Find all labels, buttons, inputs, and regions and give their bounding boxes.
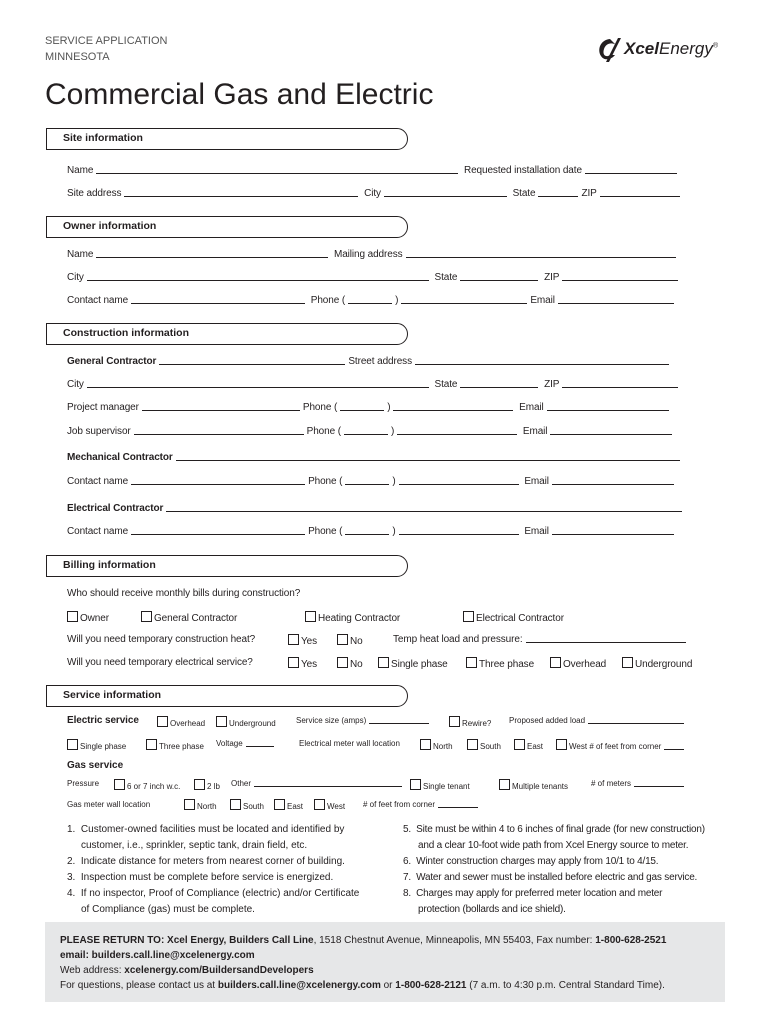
es-south-checkbox[interactable]: [467, 739, 478, 750]
gas-service-title: Gas service: [67, 760, 124, 771]
es-size-label: Service size (amps): [296, 716, 367, 725]
owner-option-label: Owner: [80, 613, 109, 624]
js-paren-open: (: [337, 426, 341, 437]
pm-paren-open: (: [333, 402, 338, 413]
gas-east: [274, 799, 303, 811]
section-owner-label: Owner information: [63, 220, 157, 232]
mc-email-label: Email: [524, 476, 549, 487]
es-rewire-label: Rewire?: [462, 719, 492, 728]
es-north-label: North: [433, 742, 453, 751]
es-size: [296, 716, 432, 725]
heat-yes-checkbox[interactable]: [288, 634, 299, 645]
electric-service-title: Electric service: [67, 715, 139, 726]
ec-label: Electrical Contractor: [67, 503, 164, 514]
footer-q-phone[interactable]: 1-800-628-2121: [395, 980, 467, 991]
owner-city-label: City: [67, 272, 84, 283]
footer-address: , 1518 Chestnut Avenue, Minneapolis, MN 55403, Fax number:: [313, 935, 596, 946]
mc-contact-label: Contact name: [67, 476, 129, 487]
es-underground: [216, 716, 276, 728]
gas-p1: [114, 779, 180, 791]
owner-contact-label: Contact name: [67, 295, 129, 306]
gas-single-label: Single tenant: [423, 782, 470, 791]
elec-overhead-checkbox[interactable]: [550, 657, 561, 668]
owner-zip-field[interactable]: [562, 280, 678, 281]
es-overhead: [157, 716, 205, 728]
es-west-checkbox[interactable]: [556, 739, 567, 750]
section-service-label: Service information: [63, 689, 162, 701]
gc-state-label: State: [434, 379, 458, 390]
heat-no: [337, 634, 363, 647]
site-state-label: State: [512, 188, 536, 199]
ec-email-label: Email: [524, 526, 549, 537]
ec-option-label: Electrical Contractor: [476, 613, 564, 624]
gas-south-label: South: [243, 802, 264, 811]
ec-checkbox[interactable]: [463, 611, 474, 622]
elec-underground: [622, 657, 692, 670]
note-6: 6. Winter construction charges may apply from 10/1 to 4/15.: [403, 856, 659, 867]
es-overhead-checkbox[interactable]: [157, 716, 168, 727]
note-2: 2. Indicate distance for meters from nearest corner of building.: [67, 856, 345, 867]
mc-contact-row: [67, 476, 677, 487]
notes-right: [403, 822, 705, 918]
heat-no-checkbox[interactable]: [337, 634, 348, 645]
gas-other-label: Other: [231, 779, 252, 788]
elec-no-label: No: [350, 659, 363, 670]
billing-question: Who should receive monthly bills during construction?: [67, 588, 301, 599]
es-north-checkbox[interactable]: [420, 739, 431, 750]
elec-yes-label: Yes: [301, 659, 318, 670]
footer-web-label: Web address:: [60, 965, 125, 976]
xcel-swirl-icon: [596, 36, 622, 64]
js-phone-label: Phone: [306, 426, 336, 437]
gc-field[interactable]: [159, 364, 345, 365]
ec-option: [463, 611, 564, 624]
site-row-1: [67, 165, 680, 176]
ec-contact-label: Contact name: [67, 526, 129, 537]
brand-light: Energy: [658, 39, 713, 58]
gas-multi-checkbox[interactable]: [499, 779, 510, 790]
gas-single-checkbox[interactable]: [410, 779, 421, 790]
pm-paren-close: ): [387, 402, 391, 413]
es-south: [467, 739, 501, 751]
es-feet-label: # of feet from corner: [589, 742, 662, 751]
gas-p1-label: 6 or 7 inch w.c.: [127, 782, 181, 791]
gas-north: [184, 799, 217, 811]
es-three: [146, 739, 204, 751]
gas-feet-field[interactable]: [438, 807, 478, 808]
ec-contact-field[interactable]: [131, 534, 305, 535]
owner-email-field[interactable]: [558, 303, 674, 304]
gas-pressure-label: Pressure: [67, 779, 100, 788]
mc-phone-label: Phone: [308, 476, 337, 487]
page-title: Commercial Gas and Electric: [45, 78, 434, 111]
es-feet-field[interactable]: [664, 749, 684, 750]
pm-phone-field[interactable]: [393, 410, 513, 411]
es-rewire-checkbox[interactable]: [449, 716, 460, 727]
gc-city-label: City: [67, 379, 84, 390]
es-three-label: Three phase: [159, 742, 204, 751]
owner-checkbox[interactable]: [67, 611, 78, 622]
section-billing: [46, 555, 408, 577]
es-west: [556, 739, 687, 751]
header-line2: MINNESOTA: [45, 51, 110, 63]
owner-phone-field[interactable]: [401, 303, 527, 304]
mc-row: [67, 452, 683, 463]
footer-return: [60, 935, 666, 946]
gas-west: [314, 799, 345, 811]
site-city-field[interactable]: [384, 196, 507, 197]
electric-service-label: [67, 715, 139, 726]
owner-paren-close: ): [395, 295, 399, 306]
pm-phone-label: Phone: [302, 402, 332, 413]
js-phone-field[interactable]: [397, 434, 517, 435]
note-5: 5. Site must be within 4 to 6 inches of final grade (for new construction): [403, 824, 705, 835]
gc-checkbox[interactable]: [141, 611, 152, 622]
elec-underground-checkbox[interactable]: [622, 657, 633, 668]
footer-web: [60, 965, 314, 976]
gc-zip-label: ZIP: [544, 379, 560, 390]
site-zip-label: ZIP: [581, 188, 597, 199]
site-row-2: [67, 188, 683, 199]
section-service: [46, 685, 408, 707]
ec-email-field[interactable]: [552, 534, 674, 535]
footer-questions: [60, 980, 665, 991]
owner-state-label: State: [434, 272, 458, 283]
mc-paren-close: ): [392, 476, 396, 487]
elec-yes: [288, 657, 317, 670]
mc-label: Mechanical Contractor: [67, 452, 173, 463]
owner-name-field[interactable]: [96, 257, 328, 258]
ec-phone-label: Phone: [308, 526, 337, 537]
elec-single: [378, 657, 448, 670]
mc-contact-field[interactable]: [131, 484, 305, 485]
hc-option: [305, 611, 400, 624]
gc-row: [67, 356, 672, 367]
pm-email-label: Email: [519, 402, 544, 413]
gas-multi-label: Multiple tenants: [512, 782, 569, 791]
es-rewire: [449, 716, 491, 728]
es-three-checkbox[interactable]: [146, 739, 157, 750]
gas-south: [230, 799, 264, 811]
es-proposed-label: Proposed added load: [509, 716, 586, 725]
owner-contact-field[interactable]: [131, 303, 305, 304]
heat-no-label: No: [350, 636, 363, 647]
pm-field[interactable]: [142, 410, 300, 411]
js-email-field[interactable]: [550, 434, 672, 435]
heat-load-field[interactable]: [526, 642, 686, 643]
gas-meters-label: # of meters: [591, 779, 632, 788]
es-west-label: West: [569, 742, 588, 751]
pm-row: [67, 402, 672, 413]
footer-q-email[interactable]: builders.call.line@xcelenergy.com: [217, 980, 381, 991]
elec-question: Will you need temporary electrical service?: [67, 657, 253, 668]
note-1-cont: customer, i.e., sprinkler, septic tank, drain field, etc.: [81, 840, 308, 851]
brand-bold: Xcel: [624, 39, 659, 58]
es-east-label: East: [527, 742, 544, 751]
site-address-field[interactable]: [124, 196, 358, 197]
gc-option-label: General Contractor: [154, 613, 238, 624]
es-meter-loc: Electrical meter wall location: [299, 739, 400, 748]
js-row: [67, 426, 675, 437]
site-state-field[interactable]: [538, 196, 578, 197]
gas-north-checkbox[interactable]: [184, 799, 195, 810]
es-south-label: South: [480, 742, 501, 751]
elec-three-checkbox[interactable]: [466, 657, 477, 668]
elec-overhead: [550, 657, 606, 670]
section-construction: [46, 323, 408, 345]
note-1: 1. Customer-owned facilities must be located and identified by: [67, 824, 345, 835]
note-7: 7. Water and sewer must be installed before electric and gas service.: [403, 872, 698, 883]
owner-state-field[interactable]: [460, 280, 538, 281]
footer-web-link[interactable]: xcelenergy.com/BuildersandDevelopers: [124, 965, 314, 976]
pm-area-field[interactable]: [340, 410, 384, 411]
es-east: [514, 739, 543, 751]
owner-row-3: [67, 295, 677, 306]
gas-p2-checkbox[interactable]: [194, 779, 205, 790]
es-single-label: Single phase: [80, 742, 127, 751]
owner-row-2: [67, 272, 681, 283]
owner-phone-label: Phone: [310, 295, 340, 306]
es-underground-label: Underground: [229, 719, 276, 728]
gas-north-label: North: [197, 802, 217, 811]
gc-state-field[interactable]: [460, 387, 538, 388]
section-construction-label: Construction information: [63, 327, 189, 339]
ec-field[interactable]: [166, 511, 682, 512]
owner-row-1: [67, 249, 679, 260]
note-3: 3. Inspection must be complete before service is energized.: [67, 872, 334, 883]
brand-reg: ®: [712, 42, 719, 50]
section-billing-label: Billing information: [63, 559, 156, 571]
site-address-label: Site address: [67, 188, 122, 199]
gas-p2: [194, 779, 220, 791]
owner-zip-label: ZIP: [544, 272, 560, 283]
mc-paren-open: (: [339, 476, 343, 487]
hc-checkbox[interactable]: [305, 611, 316, 622]
gas-west-checkbox[interactable]: [314, 799, 325, 810]
gas-single: [410, 779, 470, 791]
note-4-cont: of Compliance (gas) must be complete.: [81, 904, 255, 915]
es-single: [67, 739, 126, 751]
owner-name-label: Name: [67, 249, 94, 260]
notes-left: [67, 822, 359, 918]
gas-p1-checkbox[interactable]: [114, 779, 125, 790]
ec-paren-open: (: [339, 526, 343, 537]
footer-q-label: For questions, please contact us at: [60, 980, 218, 991]
gc-city-row: [67, 379, 681, 390]
elec-no-checkbox[interactable]: [337, 657, 348, 668]
gas-west-label: West: [327, 802, 346, 811]
billing-options: [67, 611, 109, 624]
note-4: 4. If no inspector, Proof of Compliance (electric) and/or Certificate: [67, 888, 360, 899]
es-single-checkbox[interactable]: [67, 739, 78, 750]
gc-street-field[interactable]: [415, 364, 669, 365]
site-zip-field[interactable]: [600, 196, 680, 197]
mc-field[interactable]: [176, 460, 680, 461]
gas-feet: [363, 800, 481, 809]
elec-overhead-label: Overhead: [563, 659, 607, 670]
heat-load-label: Temp heat load and pressure:: [393, 634, 523, 645]
gc-option: [141, 611, 237, 624]
es-underground-checkbox[interactable]: [216, 716, 227, 727]
pm-label: Project manager: [67, 402, 139, 413]
section-site-label: Site information: [63, 132, 143, 144]
footer-q-or: or: [380, 980, 396, 991]
es-proposed-field[interactable]: [588, 723, 684, 724]
footer-q-hours: (7 a.m. to 4:30 p.m. Central Standard Time).: [466, 980, 665, 991]
gas-wall-label: Gas meter wall location: [67, 800, 151, 809]
mc-phone-field[interactable]: [399, 484, 519, 485]
footer-box: [45, 922, 725, 1002]
pm-email-field[interactable]: [547, 410, 669, 411]
heat-yes: [288, 634, 317, 647]
es-voltage-label: Voltage: [216, 739, 243, 748]
gas-p2-label: 2 lb: [207, 782, 220, 791]
site-city-label: City: [364, 188, 381, 199]
es-north: [420, 739, 453, 751]
site-requested-label: Requested installation date: [463, 165, 582, 176]
gas-east-label: East: [287, 802, 304, 811]
owner-mailing-field[interactable]: [406, 257, 676, 258]
es-proposed: [509, 716, 687, 725]
es-east-checkbox[interactable]: [514, 739, 525, 750]
gas-meters-field[interactable]: [634, 786, 684, 787]
gas-other: [231, 779, 405, 788]
elec-no: [337, 657, 363, 670]
ec-paren-close: ): [392, 526, 396, 537]
gc-zip-field[interactable]: [562, 387, 678, 388]
ec-contact-row: [67, 526, 677, 537]
js-paren-close: ): [390, 426, 395, 437]
es-voltage: [216, 739, 277, 748]
gc-street-label: Street address: [348, 356, 412, 367]
owner-paren-open: (: [341, 295, 346, 306]
section-site: [46, 128, 408, 150]
js-area-field[interactable]: [344, 434, 388, 435]
es-voltage-field[interactable]: [246, 746, 274, 747]
gas-east-checkbox[interactable]: [274, 799, 285, 810]
note-8: 8. Charges may apply for preferred meter location and meter: [403, 888, 663, 899]
ec-phone-field[interactable]: [399, 534, 519, 535]
heat-yes-label: Yes: [301, 636, 318, 647]
gc-label: General Contractor: [67, 356, 157, 367]
es-overhead-label: Overhead: [170, 719, 206, 728]
site-name-label: Name: [67, 165, 94, 176]
es-size-field[interactable]: [369, 723, 429, 724]
owner-email-label: Email: [530, 295, 555, 306]
gas-multi: [499, 779, 568, 791]
site-date-field[interactable]: [585, 173, 677, 174]
heat-question: Will you need temporary construction heat?: [67, 634, 256, 645]
section-owner: [46, 216, 408, 238]
gas-meters: [591, 779, 687, 788]
elec-single-checkbox[interactable]: [378, 657, 389, 668]
mc-area-field[interactable]: [345, 484, 389, 485]
gas-other-field[interactable]: [254, 786, 402, 787]
elec-underground-label: Underground: [635, 659, 693, 670]
gas-feet-label: # of feet from corner: [363, 800, 436, 809]
elec-three-label: Three phase: [479, 659, 535, 670]
ec-area-field[interactable]: [345, 534, 389, 535]
gc-city-field[interactable]: [87, 387, 429, 388]
js-label: Job supervisor: [67, 426, 131, 437]
heat-load: [393, 634, 689, 645]
mc-email-field[interactable]: [552, 484, 674, 485]
owner-city-field[interactable]: [87, 280, 429, 281]
owner-area-field[interactable]: [348, 303, 392, 304]
elec-three: [466, 657, 534, 670]
elec-single-label: Single phase: [391, 659, 448, 670]
footer-email[interactable]: email: builders.call.line@xcelenergy.com: [60, 950, 255, 961]
note-8-cont: protection (bollards and ice shield).: [418, 904, 566, 915]
ec-row: [67, 503, 685, 514]
js-email-label: Email: [522, 426, 548, 437]
header-line1: SERVICE APPLICATION: [45, 35, 168, 47]
hc-option-label: Heating Contractor: [318, 613, 401, 624]
elec-yes-checkbox[interactable]: [288, 657, 299, 668]
site-name-field[interactable]: [96, 173, 458, 174]
footer-return-label: PLEASE RETURN TO: Xcel Energy, Builders Call Line: [60, 935, 314, 946]
footer-fax: 1-800-628-2521: [595, 935, 667, 946]
gas-south-checkbox[interactable]: [230, 799, 241, 810]
note-5-cont: and a clear 10-foot wide path from Xcel Energy source to meter.: [418, 840, 689, 851]
js-field[interactable]: [134, 434, 304, 435]
owner-mailing-label: Mailing address: [333, 249, 403, 260]
